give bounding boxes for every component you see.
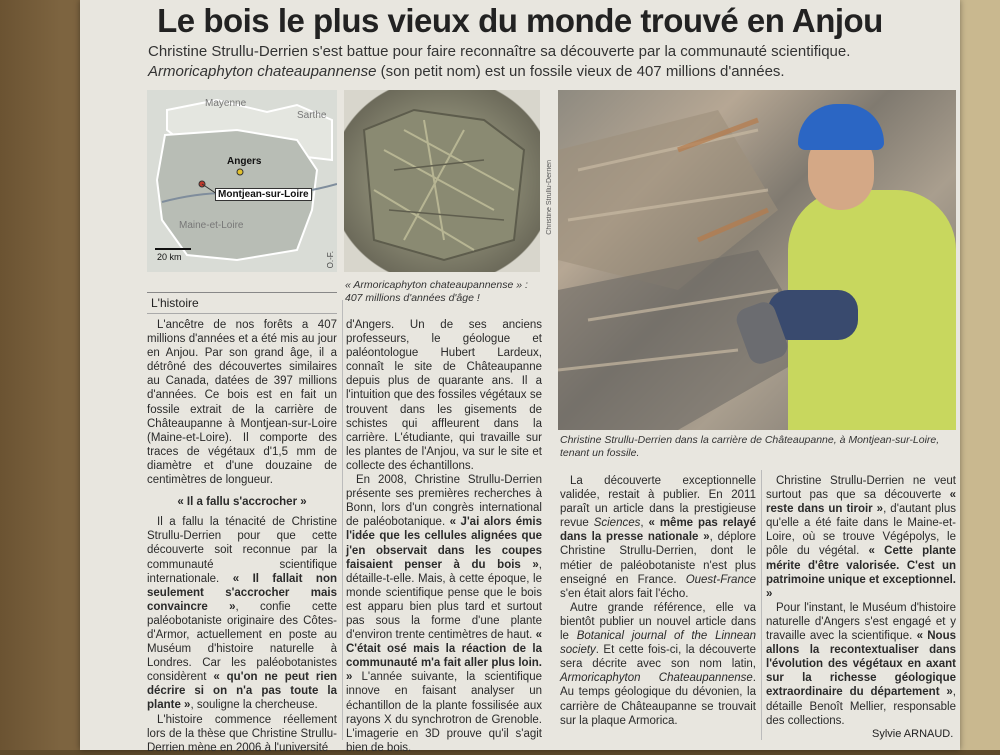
col1-paragraph-2: [147, 515, 337, 712]
author-signature: Sylvie ARNAUD.: [872, 728, 954, 740]
col4-p2-quote: « Nous allons la recontextualiser dans l'évolution des végétaux en axant sur la richesse géologique extraordinaire du département »: [766, 630, 956, 699]
deck-species-name: Armoricaphyton chateaupannense: [148, 63, 377, 80]
researcher-photo: [558, 90, 956, 430]
headline: Le bois le plus vieux du monde trouvé en Anjou: [157, 2, 883, 39]
col4-p1-quote-2: « Cette plante mérite d'être valorisée. C'est un patrimoine unique et exceptionnel. »: [766, 545, 956, 600]
col1-p2-quote-2: « qu'on ne peut rien décrire si on n'a pas toute la plante »: [147, 671, 337, 712]
col3-p1-text-c: , déplore Christine Strullu-Derrien, dont le métier de paléobotaniste n'est plus enseigné en France.: [560, 531, 756, 586]
col2-paragraph-1: d'Angers. Un de ses anciens professeurs, le géologue et paléontologue Hubert Lardeux, connaît le site de Châteaupanne depuis plus de quarante ans. Il a l'intuition que des fossiles végétaux se trouvent dans les gisements de schistes qui affleurent dans la carrière. L'étudiante, qui travaille sur les plantes de l'Anjou, va sur le site et collecte des échantillons.: [346, 319, 542, 472]
col3-p2-text-a: Autre grande référence, elle va bientôt publier un nouvel article dans le: [560, 601, 756, 643]
col3-paragraph-1: [560, 474, 756, 601]
map-credit: O.-F.: [326, 250, 335, 268]
col1-paragraph-1: L'ancêtre de nos forêts a 407 millions d'années et a été mis au jour en Anjou. Par son grand âge, il a détrôné des découvertes similaires au Canada, datées de 397 millions d'années. Ce bois est en fait un fossile extrait de la carrière de Châteaupanne à Montjean-sur-Loire (Maine-et-Loire). Il comporte des traces de végétaux d'1,5 mm de diamètre et d'une douzaine de centimètres de longueur.: [147, 319, 337, 487]
col2-p2-quote-2: « C'était osé mais la réaction de la communauté m'a fait aller plus loin. »: [346, 629, 542, 684]
col3-p1-newspaper: Ouest-France: [685, 573, 756, 586]
col1-paragraph-3: L'histoire commence réellement lors de la thèse que Christine Strullu-Derrien mène en 2006 à l'université: [147, 713, 337, 754]
col3-p2-latin-name: Armoricaphyton Chateaupannense: [560, 672, 753, 685]
rock-caption: « Armoricaphyton chateaupannense » : 407 millions d'années d'âge !: [345, 279, 528, 304]
col4-p1-text-a: Christine Strullu-Derrien ne veut surtout pas que sa découverte: [766, 475, 956, 502]
col3-paragraph-2: [560, 601, 756, 728]
column-divider-2: [761, 470, 762, 740]
article-column-1: [147, 318, 337, 755]
map-city-montjean: Montjean-sur-Loire: [215, 188, 312, 201]
article-column-4: [766, 474, 956, 728]
col4-paragraph-2: [766, 601, 956, 728]
col4-p1-quote-1: « reste dans un tiroir »: [766, 489, 956, 516]
col3-p1-text-d: s'en était alors fait l'écho.: [560, 587, 689, 600]
col3-p1-text-a: La découverte exceptionnelle validée, restait à publier. En 2011 paraît un article dans la prestigieuse revue: [560, 475, 756, 530]
fossil-rock-photo: [344, 90, 540, 272]
map-scale-label: 20 km: [157, 252, 182, 262]
col3-p1-text-b: ,: [640, 517, 649, 530]
col3-p2-text-c: . Au temps géologique du dévonien, la carrière de Châteaupanne se trouvait sur la plaque Armorica.: [560, 672, 756, 727]
col4-p2-text-a: Pour l'instant, le Muséum d'histoire naturelle d'Angers s'est engagé et y travaille avec la scientifique.: [766, 601, 956, 643]
section-rubric: L'histoire: [147, 292, 337, 314]
col3-p1-quote: « même pas relayé dans la presse nationale »: [560, 517, 756, 544]
col2-p2-text-b: , détaille-t-elle. Mais, à cette époque, le monde scientifique pense que le bois est apparu bien plus tard et surtout pas sous la forme d'une plante d'environ trente centimètres de haut.: [346, 558, 542, 642]
deck-line-1: Christine Strullu-Derrien s'est battue pour faire reconnaître sa découverte par la communauté scientifique.: [148, 43, 851, 60]
map-label-sarthe: Sarthe: [297, 110, 327, 121]
col4-p2-text-b: , détaille Benoît Mellier, responsable des collections.: [766, 686, 956, 727]
col2-p2-text-a: En 2008, Christine Strullu-Derrien présente ses premières recherches à Bonn, lors d'un congrès international de paléobotanique.: [346, 474, 542, 529]
col3-p1-journal: Sciences: [593, 517, 641, 530]
col2-p2-text-c: L'année suivante, la scientifique innove en faisant analyser un échantillon de la plante fossilisée aux rayons X du synchrotron de Grenoble. L'imagerie en 3D prouve qu'il s'agit bien de bois.: [346, 671, 542, 754]
photo-caption: Christine Strullu-Derrien dans la carrière de Châteaupanne, à Montjean-sur-Loire, tenant un fossile.: [560, 434, 940, 459]
location-map: [147, 90, 337, 272]
map-scale-bar: [155, 248, 191, 250]
map-label-maine-et-loire: Maine-et-Loire: [179, 220, 244, 231]
col4-paragraph-1: [766, 474, 956, 601]
col4-p1-text-b: , d'autant plus qu'elle a été faite dans le Maine-et-Loire, où se trouve Végépolys, le pôle du végétal.: [766, 503, 956, 558]
subheading: « Il a fallu s'accrocher »: [177, 496, 307, 509]
column-divider: [342, 300, 343, 740]
deck-line-2-rest: (son petit nom) est un fossile vieux de 407 millions d'années.: [376, 63, 785, 80]
col2-p2-quote-1: « J'ai alors émis l'idée que les cellules alignées que j'en observait dans les coupes faisaient penser à du bois »: [346, 516, 542, 571]
article-column-2: [346, 318, 542, 755]
map-label-mayenne: Mayenne: [205, 98, 247, 109]
col3-p2-journal: Botanical journal of the Linnean society: [560, 630, 756, 657]
col3-p2-text-b: . Et cette fois-ci, la découverte sera décrite avec son nom latin,: [560, 644, 756, 671]
col2-paragraph-2: [346, 473, 542, 755]
rock-photo-credit: Christine Strullu-Derrien: [546, 160, 553, 235]
map-city-angers: Angers: [227, 156, 262, 167]
article-column-3: [560, 474, 756, 728]
newspaper-page: [80, 0, 960, 754]
col1-p2-text-b: , confie cette paléobotaniste originaire des Côtes-d'Armor, actuellement en poste au Muséum d'histoire naturelle à Londres. Car les paléobotanistes considèrent: [147, 600, 337, 684]
col1-p2-text-c: , souligne la chercheuse.: [190, 699, 318, 712]
col1-p2-quote-1: « Il fallait non seulement s'accrocher mais convaincre »: [147, 572, 337, 613]
deck-line-2: [148, 62, 948, 81]
table-surface: [960, 0, 1000, 750]
col1-p2-text-a: Il a fallu la ténacité de Christine Strullu-Derrien pour que cette découverte soit reconnue par la communauté scientifique internationale.: [147, 516, 337, 585]
rock-texture: [344, 90, 540, 272]
